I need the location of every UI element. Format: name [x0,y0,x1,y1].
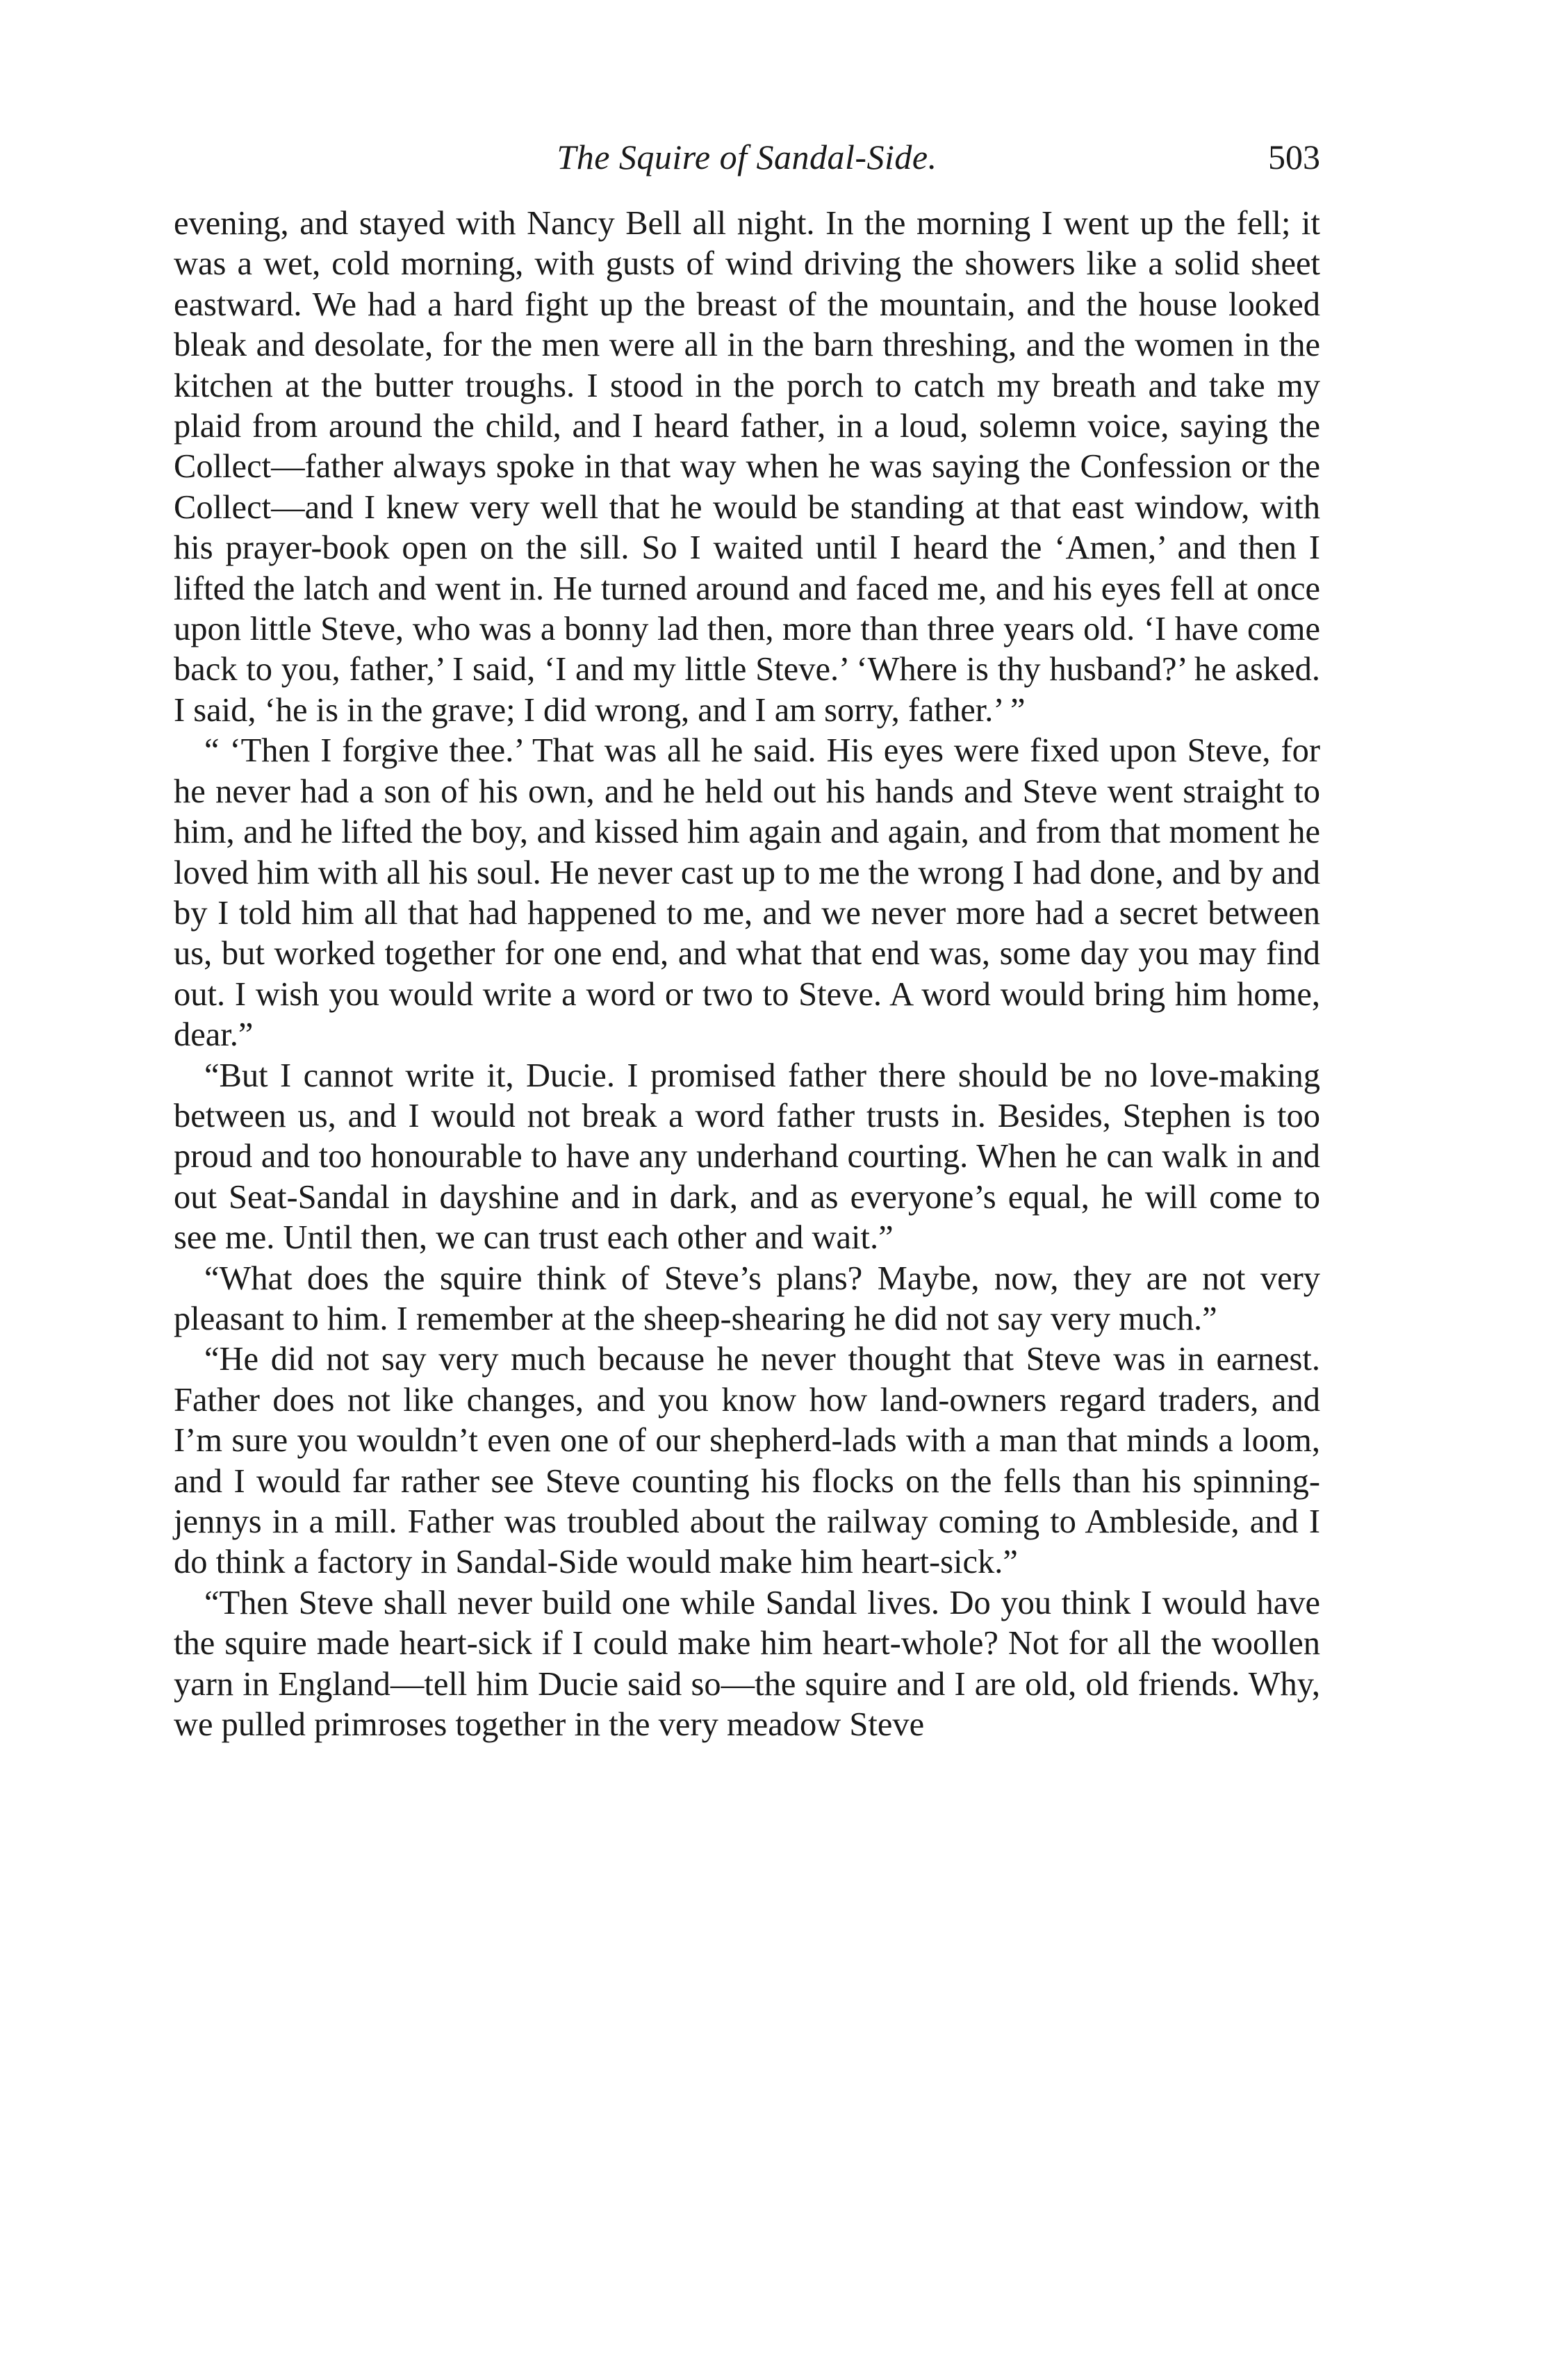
paragraph: “But I cannot write it, Ducie. I promised father there should be no love-making between us, and I would not break a word father trusts in. Besides, Stephen is too proud and too honourable to have any underhand courting. When he can walk in and out Seat-Sandal in dayshine and in dark, and as everyone’s equal, he will come to see me. Until then, we can trust each other and wait.” [174,1057,1320,1257]
running-title: The Squire of Sandal-Side. [557,138,937,176]
paragraph: “ ‘Then I forgive thee.’ That was all he said. His eyes were fixed upon Steve, for he never had a son of his own, and he held out his hands and Steve went straight to him, and he lifted the boy, and kissed him again and again, and from that moment he loved him with all his soul. He never cast up to me the wrong I had done, and by and by I told him all that had happened to me, and we never more had a secret between us, but worked together for one end, and what that end was, some day you may find out. I wish you would write a word or two to Steve. A word would bring him home, dear.” [174,732,1320,1054]
paragraph: “He did not say very much because he never thought that Steve was in earnest. Father does not like changes, and you know how land-owners regard traders, and I’m sure you wouldn’t even one of our shepherd-lads with a man that minds a loom, and I would far rather see Steve counting his flocks on the fells than his spinning-jennys in a mill. Father was troubled about the railway coming to Ambleside, and I do think a factory in Sandal-Side would make him heart-sick.” [174,1341,1320,1581]
paragraph: “Then Steve shall never build one while Sandal lives. Do you think I would have the squire made heart-sick if I could make him heart-whole? Not for all the woollen yarn in England—tell him Ducie said so—the squire and I are old, old friends. Why, we pulled primroses together in the very meadow Steve [174,1584,1320,1744]
page-number: 503 [1268,138,1320,176]
paragraph: evening, and stayed with Nancy Bell all night. In the morning I went up the fell; it was a wet, cold morning, with gusts of wind driving the showers like a solid sheet eastward. We had a hard fight up the breast of the mountain, and the house looked bleak and desolate, for the men were all in the barn threshing, and the women in the kitchen at the butter troughs. I stood in the porch to catch my breath and take my plaid from around the child, and I heard father, in a loud, solemn voice, saying the Collect—father always spoke in that way when he was saying the Confession or the Collect—and I knew very well that he would be standing at that east window, with his prayer-book open on the sill. So I waited until I heard the ‘Amen,’ and then I lifted the latch and went in. He turned around and faced me, and his eyes fell at once upon little Steve, who was a bonny lad then, more than three years old. ‘I have come back to you, father,’ I said, ‘I and my little Steve.’ ‘Where is thy husband?’ he asked. I said, ‘he is in the grave; I did wrong, and I am sorry, father.’ ” [174,205,1320,729]
body-text [174,204,1320,1745]
book-page [174,122,1320,1745]
paragraph: “What does the squire think of Steve’s plans? Maybe, now, they are not very pleasant to him. I remember at the sheep-shearing he did not say very much.” [174,1259,1320,1337]
page-header [174,122,1320,184]
